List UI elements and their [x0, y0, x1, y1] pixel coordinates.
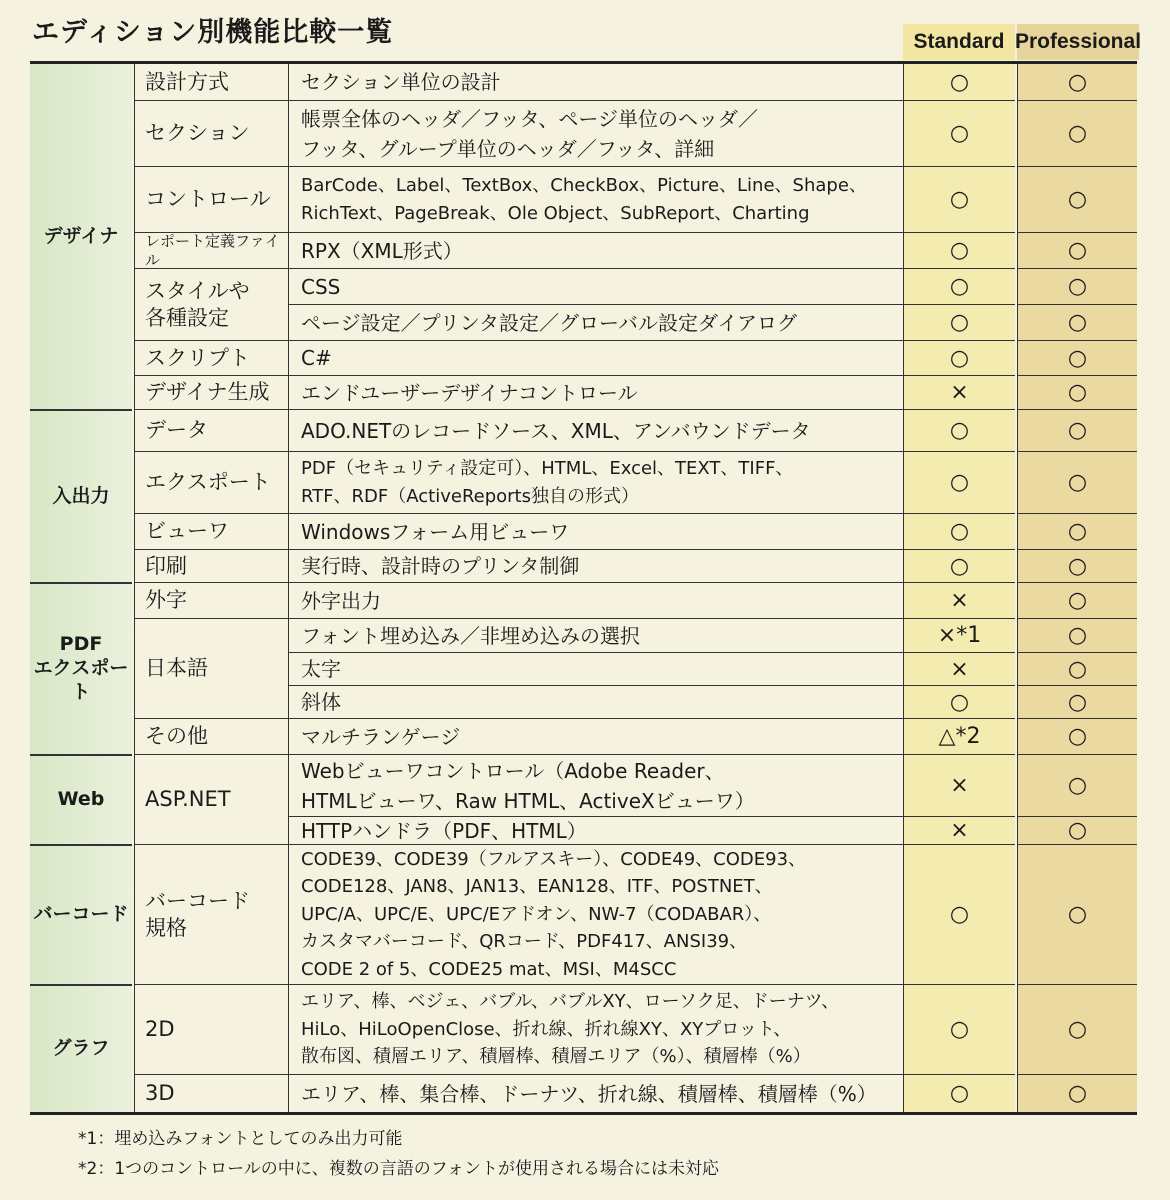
subcategory-viewer: ビューワ	[134, 513, 288, 549]
feature-cell: 実行時、設計時のプリンタ制御	[288, 549, 903, 582]
category-designer: デザイナ	[30, 64, 132, 409]
feature-cell: Webビューワコントロール（Adobe Reader、 HTMLビューワ、Raw HTML、ActiveXビューワ）	[288, 754, 903, 816]
category-io: 入出力	[30, 409, 132, 582]
professional-support-mark: ○	[1017, 816, 1137, 844]
feature-cell: エンドユーザーデザイナコントロール	[288, 375, 903, 409]
standard-support-mark: ×	[903, 652, 1015, 685]
professional-support-mark: ○	[1017, 513, 1137, 549]
column-header-professional: Professional	[1017, 24, 1139, 60]
professional-support-mark: ○	[1017, 652, 1137, 685]
professional-support-mark: ○	[1017, 64, 1137, 100]
standard-support-mark: ○	[903, 304, 1015, 340]
subcategory-data: データ	[134, 409, 288, 451]
category-web: Web	[30, 754, 132, 844]
professional-support-mark: ○	[1017, 100, 1137, 166]
professional-support-mark: ○	[1017, 304, 1137, 340]
feature-cell: Windowsフォーム用ビューワ	[288, 513, 903, 549]
feature-cell: 外字出力	[288, 582, 903, 618]
feature-cell: 太字	[288, 652, 903, 685]
feature-cell: CODE39、CODE39（フルアスキー）、CODE49、CODE93、 CODE128、JAN8、JAN13、EAN128、ITF、POSTNET、 UPC/A、UPC/E、UPC/Eアドオン、NW-7（CODABAR）、 カスタマバーコード、QRコード、PDF417、ANSI39、 CODE 2 of 5、CODE25 mat、MSI、M4SCC	[288, 844, 903, 984]
standard-support-mark: ×	[903, 582, 1015, 618]
page-title: エディション別機能比較一覧	[32, 17, 394, 48]
standard-support-mark: ×	[903, 754, 1015, 816]
subcategory-section: セクション	[134, 100, 288, 166]
feature-cell: HTTPハンドラ（PDF、HTML）	[288, 816, 903, 844]
standard-support-mark: ○	[903, 844, 1015, 984]
standard-support-mark: ○	[903, 984, 1015, 1074]
professional-support-mark: ○	[1017, 549, 1137, 582]
table-bottom-rule	[30, 1112, 1137, 1115]
feature-cell: ADO.NETのレコードソース、XML、アンバウンドデータ	[288, 409, 903, 451]
feature-cell: ページ設定／プリンタ設定／グローバル設定ダイアログ	[288, 304, 903, 340]
feature-cell: PDF（セキュリティ設定可）、HTML、Excel、TEXT、TIFF、 RTF、RDF（ActiveReports独自の形式）	[288, 451, 903, 513]
subcategory-3d: 3D	[134, 1074, 288, 1112]
standard-support-mark: △*2	[903, 718, 1015, 754]
feature-cell: エリア、棒、ベジェ、バブル、バブルXY、ローソク足、ドーナツ、 HiLo、HiLoOpenClose、折れ線、折れ線XY、XYプロット、 散布図、積層エリア、積層棒、積層エリア（%）、積層棒（%）	[288, 984, 903, 1074]
professional-support-mark: ○	[1017, 984, 1137, 1074]
professional-support-mark: ○	[1017, 451, 1137, 513]
professional-support-mark: ○	[1017, 582, 1137, 618]
subcategory-gaiji: 外字	[134, 582, 288, 618]
category-barcode: バーコード	[30, 844, 132, 984]
standard-support-mark: ×	[903, 375, 1015, 409]
subcategory-designer-generation: デザイナ生成	[134, 375, 288, 409]
standard-support-mark: ○	[903, 100, 1015, 166]
category-graph: グラフ	[30, 984, 132, 1112]
standard-support-mark: ○	[903, 232, 1015, 268]
standard-support-mark: ×	[903, 816, 1015, 844]
feature-cell: 斜体	[288, 685, 903, 718]
feature-cell: マルチランゲージ	[288, 718, 903, 754]
professional-support-mark: ○	[1017, 844, 1137, 984]
feature-cell: エリア、棒、集合棒、ドーナツ、折れ線、積層棒、積層棒（%）	[288, 1074, 903, 1112]
standard-support-mark: ○	[903, 340, 1015, 375]
standard-support-mark: ○	[903, 64, 1015, 100]
feature-cell: 帳票全体のヘッダ／フッタ、ページ単位のヘッダ／ フッタ、グループ単位のヘッダ／フッタ、詳細	[288, 100, 903, 166]
professional-support-mark: ○	[1017, 268, 1137, 304]
professional-support-mark: ○	[1017, 618, 1137, 652]
feature-cell: フォント埋め込み／非埋め込みの選択	[288, 618, 903, 652]
subcategory-export: エクスポート	[134, 451, 288, 513]
footnote-2: *2：1つのコントロールの中に、複数の言語のフォントが使用される場合には未対応	[78, 1159, 719, 1179]
feature-cell: RPX（XML形式）	[288, 232, 903, 268]
subcategory-japanese: 日本語	[134, 618, 288, 718]
feature-cell: CSS	[288, 268, 903, 304]
professional-support-mark: ○	[1017, 1074, 1137, 1112]
subcategory-style-settings: スタイルや 各種設定	[134, 268, 288, 340]
standard-support-mark: ○	[903, 685, 1015, 718]
subcategory-other: その他	[134, 718, 288, 754]
footnote-1: *1：埋め込みフォントとしてのみ出力可能	[78, 1129, 403, 1149]
professional-support-mark: ○	[1017, 718, 1137, 754]
professional-support-mark: ○	[1017, 754, 1137, 816]
professional-support-mark: ○	[1017, 340, 1137, 375]
feature-cell: BarCode、Label、TextBox、CheckBox、Picture、Line、Shape、 RichText、PageBreak、Ole Object、SubReport、Charting	[288, 166, 903, 232]
standard-support-mark: ○	[903, 1074, 1015, 1112]
standard-support-mark: ○	[903, 513, 1015, 549]
subcategory-barcode-standard: バーコード 規格	[134, 844, 288, 984]
professional-support-mark: ○	[1017, 685, 1137, 718]
standard-support-mark: ×*1	[903, 618, 1015, 652]
feature-cell: C#	[288, 340, 903, 375]
standard-support-mark: ○	[903, 549, 1015, 582]
subcategory-report-definition: レポート定義ファイル	[134, 232, 288, 268]
standard-support-mark: ○	[903, 166, 1015, 232]
subcategory-aspnet: ASP.NET	[134, 754, 288, 844]
standard-support-mark: ○	[903, 268, 1015, 304]
category-pdf-export: PDF エクスポート	[30, 582, 132, 754]
professional-support-mark: ○	[1017, 409, 1137, 451]
professional-support-mark: ○	[1017, 375, 1137, 409]
professional-support-mark: ○	[1017, 166, 1137, 232]
subcategory-design-method: 設計方式	[134, 64, 288, 100]
professional-support-mark: ○	[1017, 232, 1137, 268]
standard-support-mark: ○	[903, 409, 1015, 451]
subcategory-print: 印刷	[134, 549, 288, 582]
subcategory-2d: 2D	[134, 984, 288, 1074]
subcategory-control: コントロール	[134, 166, 288, 232]
column-header-standard: Standard	[903, 24, 1015, 60]
subcategory-script: スクリプト	[134, 340, 288, 375]
standard-support-mark: ○	[903, 451, 1015, 513]
feature-cell: セクション単位の設計	[288, 64, 903, 100]
